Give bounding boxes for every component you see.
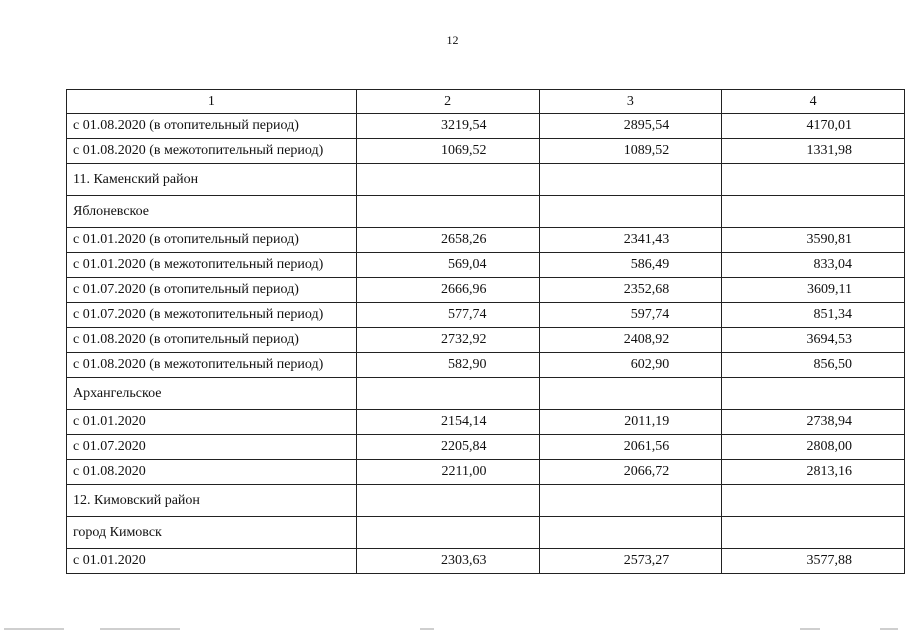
table-row (67, 114, 905, 139)
row-label-cell: с 01.07.2020 (в отопительный период) (67, 278, 357, 303)
value-col-2-cell: 2666,96 (356, 278, 539, 303)
row-label-cell: с 01.07.2020 (67, 435, 357, 460)
value-col-2-cell (356, 164, 539, 196)
table-row (67, 460, 905, 485)
value-col-4-cell: 2808,00 (722, 435, 905, 460)
value-col-4-cell: 4170,01 (722, 114, 905, 139)
row-label-cell: с 01.01.2020 (67, 549, 357, 574)
table-row (67, 378, 905, 410)
table-header-row (67, 90, 905, 114)
value-col-3-cell: 586,49 (539, 253, 722, 278)
scan-speck (880, 628, 898, 630)
tariff-table (66, 89, 905, 574)
table-row (67, 164, 905, 196)
row-label-cell: с 01.08.2020 (в межотопительный период) (67, 139, 357, 164)
row-label-cell: с 01.08.2020 (в отопительный период) (67, 114, 357, 139)
table-row (67, 328, 905, 353)
row-label-cell: с 01.01.2020 (67, 410, 357, 435)
value-col-3-cell (539, 164, 722, 196)
value-col-2-cell: 582,90 (356, 353, 539, 378)
table-row (67, 410, 905, 435)
value-col-2-cell (356, 196, 539, 228)
value-col-4-cell: 856,50 (722, 353, 905, 378)
table-row (67, 517, 905, 549)
scan-speck (420, 628, 434, 630)
scan-speck (800, 628, 820, 630)
row-label-cell: с 01.08.2020 (в отопительный период) (67, 328, 357, 353)
table-row (67, 435, 905, 460)
value-col-2-cell: 577,74 (356, 303, 539, 328)
value-col-3-cell (539, 485, 722, 517)
value-col-3-cell: 2408,92 (539, 328, 722, 353)
value-col-3-cell: 602,90 (539, 353, 722, 378)
header-col-4: 4 (722, 90, 905, 114)
value-col-4-cell: 833,04 (722, 253, 905, 278)
table-row (67, 303, 905, 328)
value-col-3-cell: 2573,27 (539, 549, 722, 574)
value-col-4-cell: 3590,81 (722, 228, 905, 253)
value-col-3-cell (539, 378, 722, 410)
value-col-4-cell: 3577,88 (722, 549, 905, 574)
table-row (67, 353, 905, 378)
value-col-2-cell: 2205,84 (356, 435, 539, 460)
value-col-3-cell: 2895,54 (539, 114, 722, 139)
value-col-4-cell (722, 196, 905, 228)
page-number: 12 (446, 33, 459, 47)
value-col-3-cell: 2011,19 (539, 410, 722, 435)
row-label-cell: Архангельское (67, 378, 357, 410)
row-label-cell: с 01.07.2020 (в межотопительный период) (67, 303, 357, 328)
value-col-2-cell (356, 485, 539, 517)
value-col-2-cell: 569,04 (356, 253, 539, 278)
value-col-4-cell: 851,34 (722, 303, 905, 328)
table-row (67, 196, 905, 228)
value-col-3-cell: 597,74 (539, 303, 722, 328)
value-col-4-cell: 1331,98 (722, 139, 905, 164)
table-row (67, 253, 905, 278)
table-row (67, 139, 905, 164)
value-col-3-cell: 1089,52 (539, 139, 722, 164)
row-label-cell: город Кимовск (67, 517, 357, 549)
value-col-3-cell (539, 517, 722, 549)
value-col-2-cell (356, 378, 539, 410)
value-col-4-cell (722, 517, 905, 549)
header-col-2: 2 (356, 90, 539, 114)
header-col-3: 3 (539, 90, 722, 114)
value-col-2-cell: 2658,26 (356, 228, 539, 253)
row-label-cell: Яблоневское (67, 196, 357, 228)
value-col-2-cell: 2732,92 (356, 328, 539, 353)
value-col-3-cell: 2352,68 (539, 278, 722, 303)
row-label-cell: 11. Каменский район (67, 164, 357, 196)
value-col-2-cell: 2154,14 (356, 410, 539, 435)
value-col-2-cell (356, 517, 539, 549)
value-col-2-cell: 1069,52 (356, 139, 539, 164)
table-row (67, 278, 905, 303)
header-col-1: 1 (67, 90, 357, 114)
scan-artifacts (0, 628, 905, 640)
value-col-4-cell: 2738,94 (722, 410, 905, 435)
value-col-4-cell: 3609,11 (722, 278, 905, 303)
value-col-4-cell: 2813,16 (722, 460, 905, 485)
table-row (67, 549, 905, 574)
value-col-2-cell: 2211,00 (356, 460, 539, 485)
row-label-cell: с 01.08.2020 (67, 460, 357, 485)
scan-speck (4, 628, 64, 630)
row-label-cell: с 01.01.2020 (в отопительный период) (67, 228, 357, 253)
row-label-cell: с 01.01.2020 (в межотопительный период) (67, 253, 357, 278)
value-col-2-cell: 2303,63 (356, 549, 539, 574)
value-col-2-cell: 3219,54 (356, 114, 539, 139)
value-col-3-cell: 2066,72 (539, 460, 722, 485)
value-col-4-cell (722, 378, 905, 410)
table-row (67, 485, 905, 517)
value-col-4-cell: 3694,53 (722, 328, 905, 353)
value-col-3-cell: 2341,43 (539, 228, 722, 253)
value-col-4-cell (722, 485, 905, 517)
row-label-cell: 12. Кимовский район (67, 485, 357, 517)
table-row (67, 228, 905, 253)
value-col-4-cell (722, 164, 905, 196)
row-label-cell: с 01.08.2020 (в межотопительный период) (67, 353, 357, 378)
value-col-3-cell: 2061,56 (539, 435, 722, 460)
value-col-3-cell (539, 196, 722, 228)
scan-speck (100, 628, 180, 630)
